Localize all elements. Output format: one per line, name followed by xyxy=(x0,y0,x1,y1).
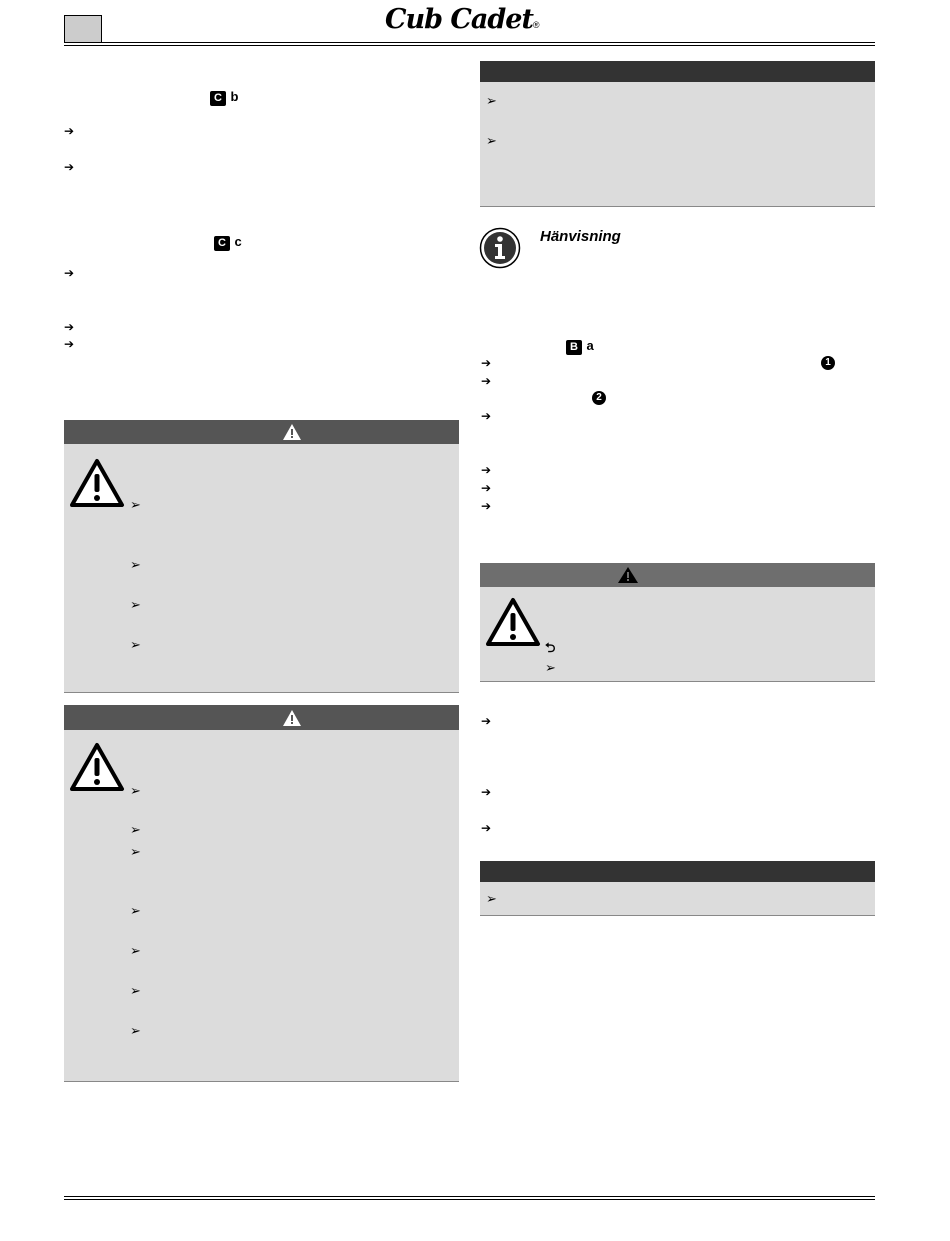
arrow-bullet-icon: ➔ xyxy=(481,356,492,370)
chevron-bullet-icon: ➢ xyxy=(130,983,141,998)
chevron-bullet-icon: ➢ xyxy=(130,844,141,859)
warning-triangle-icon xyxy=(282,709,302,727)
figure-letter: b xyxy=(230,89,239,104)
chevron-bullet-icon: ➢ xyxy=(486,891,497,906)
chevron-bullet-icon: ➢ xyxy=(130,903,141,918)
warning-box xyxy=(64,730,459,1082)
chevron-bullet-icon: ➢ xyxy=(545,660,556,675)
note-title: Hänvisning xyxy=(540,228,621,245)
arrow-bullet-icon: ➔ xyxy=(64,160,75,174)
warning-header-bar xyxy=(480,563,875,587)
info-box xyxy=(480,82,875,207)
callout-number-2: 2 xyxy=(592,391,606,405)
chevron-bullet-icon: ➢ xyxy=(130,557,141,572)
arrow-bullet-icon: ➔ xyxy=(481,821,492,835)
arrow-bullet-icon: ➔ xyxy=(481,785,492,799)
warning-triangle-icon xyxy=(282,423,302,441)
figure-letter: c xyxy=(234,234,242,249)
warning-box xyxy=(480,587,875,682)
chevron-bullet-icon: ➢ xyxy=(130,783,141,798)
warning-box xyxy=(64,444,459,693)
warning-header-bar xyxy=(64,420,459,444)
arrow-bullet-icon: ➔ xyxy=(64,124,75,138)
arrow-bullet-icon: ➔ xyxy=(481,374,492,388)
chevron-bullet-icon: ➢ xyxy=(130,822,141,837)
warning-triangle-icon xyxy=(485,597,541,647)
info-box xyxy=(480,882,875,916)
cycle-bullet-icon: ⮌ xyxy=(545,640,556,655)
info-icon xyxy=(479,227,521,269)
brand-logo xyxy=(385,4,565,36)
chevron-bullet-icon: ➢ xyxy=(130,637,141,652)
chevron-bullet-icon: ➢ xyxy=(130,1023,141,1038)
figure-tag: B xyxy=(566,340,582,355)
arrow-bullet-icon: ➔ xyxy=(481,409,492,423)
footer-rule-2 xyxy=(64,1199,875,1200)
chevron-bullet-icon: ➢ xyxy=(130,597,141,612)
chevron-bullet-icon: ➢ xyxy=(486,133,497,148)
info-header-bar xyxy=(480,861,875,882)
figure-ref-c-b xyxy=(210,88,238,106)
arrow-bullet-icon: ➔ xyxy=(481,481,492,495)
warning-triangle-icon xyxy=(69,458,125,508)
arrow-bullet-icon: ➔ xyxy=(481,499,492,513)
header-rule-2 xyxy=(64,45,875,46)
arrow-bullet-icon: ➔ xyxy=(481,714,492,728)
callout-number-1: 1 xyxy=(821,356,835,370)
logo-text: Cub Cadet xyxy=(385,4,533,35)
chevron-bullet-icon: ➢ xyxy=(130,497,141,512)
figure-ref-b-a xyxy=(566,337,594,355)
chevron-bullet-icon: ➢ xyxy=(130,943,141,958)
footer-rule xyxy=(64,1196,875,1197)
warning-triangle-icon xyxy=(69,742,125,792)
warning-header-bar xyxy=(64,705,459,730)
arrow-bullet-icon: ➔ xyxy=(64,337,75,351)
arrow-bullet-icon: ➔ xyxy=(481,463,492,477)
warning-triangle-icon xyxy=(617,566,639,584)
arrow-bullet-icon: ➔ xyxy=(64,266,75,280)
figure-tag: C xyxy=(210,91,226,106)
figure-letter: a xyxy=(586,338,594,353)
registered-mark: ® xyxy=(532,20,540,30)
figure-tag: C xyxy=(214,236,230,251)
chevron-bullet-icon: ➢ xyxy=(486,93,497,108)
page-number-box xyxy=(64,15,102,43)
info-header-bar xyxy=(480,61,875,82)
figure-ref-c-c xyxy=(214,233,242,251)
arrow-bullet-icon: ➔ xyxy=(64,320,75,334)
header-rule xyxy=(64,42,875,43)
